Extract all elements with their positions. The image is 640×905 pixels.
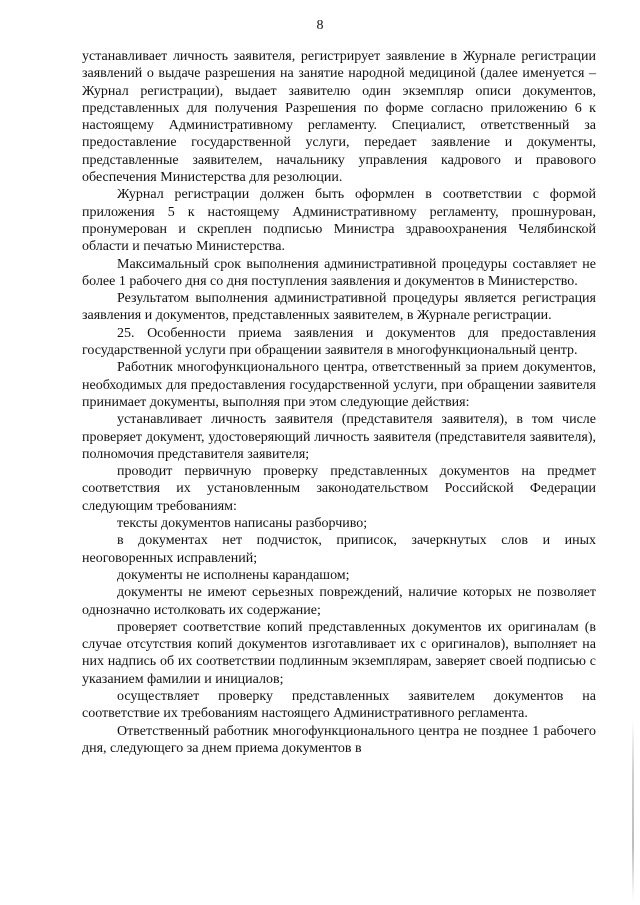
paragraph-procedure-result: Результатом выполнения административной процедуры является регистрация заявления и документов, представленных заявителем, в Журнале регистрации. [82,291,596,324]
paragraph-max-duration: Максимальный срок выполнения административной процедуры составляет не более 1 рабочего дня со дня поступления заявления и документов в Министерство. [82,256,596,289]
list-item-no-damage: документы не имеют серьезных повреждений, наличие которых не позволяет однозначно истолковать их содержание; [82,585,596,618]
scan-edge-shadow [632,720,634,900]
list-item-primary-check: проводит первичную проверку представленных документов на предмет соответствия их установленным законодательством Российской Федерации следующим требованиям: [82,464,596,514]
paragraph-mfc-worker: Работник многофункционального центра, ответственный за прием документов, необходимых для предоставления государственной услуги, при обращении заявителя принимает документы, выполняя при этом следующие действия: [82,360,596,410]
paragraph-registration-actions: устанавливает личность заявителя, регистрирует заявление в Журнале регистрации заявлений о выдаче разрешения на занятие народной медициной (далее именуется – Журнал регистрации), выдает заявителю один экземпляр описи документов, представленных для получения Разрешения по форме согласно приложению 6 к настоящему Административному регламенту. Специалист, ответственный за предоставление государственной услуги, передает заявление и документы, представленные заявителем, начальнику управления кадрового и правового обеспечения Министерства для резолюции. [82,49,596,186]
list-item-identify: устанавливает личность заявителя (представителя заявителя), в том числе проверяет документ, удостоверяющий личность заявителя (представителя заявителя), полномочия представителя заявителя; [82,412,596,462]
document-body [82,48,596,757]
list-item-verify-copies: проверяет соответствие копий представленных документов их оригиналам (в случае отсутствия копий документов изготавливает их с оригиналов), выполняет на них надпись об их соответствии подлинным экземплярам, заверяет своей подписью с указанием фамилии и инициалов; [82,619,596,687]
section-heading-25: 25. Особенности приема заявления и документов для предоставления государственной услуги при обращении заявителя в многофункциональный центр. [82,325,596,359]
list-item-legible: тексты документов написаны разборчиво; [117,516,368,532]
list-item-no-pencil: документы не исполнены карандашом; [117,567,350,583]
list-item-compliance-check: осуществляет проверку представленных заявителем документов на соответствие их требованиям настоящего Административного регламента. [82,688,596,722]
paragraph-journal-requirements: Журнал регистрации должен быть оформлен в соответствии с формой приложения 5 к настоящему Административному регламенту, прошнурован, пронумерован и скреплен подписью Министра здравоохранения Челябинской области и печатью Министерства. [82,187,596,255]
list-item-no-corrections: в документах нет подчисток, приписок, зачеркнутых слов и иных неоговоренных исправлений; [82,533,596,566]
page-number: 8 [316,18,324,33]
paragraph-responsible-worker: Ответственный работник многофункционального центра не позднее 1 рабочего дня, следующего за днем приема документов в [82,723,596,756]
